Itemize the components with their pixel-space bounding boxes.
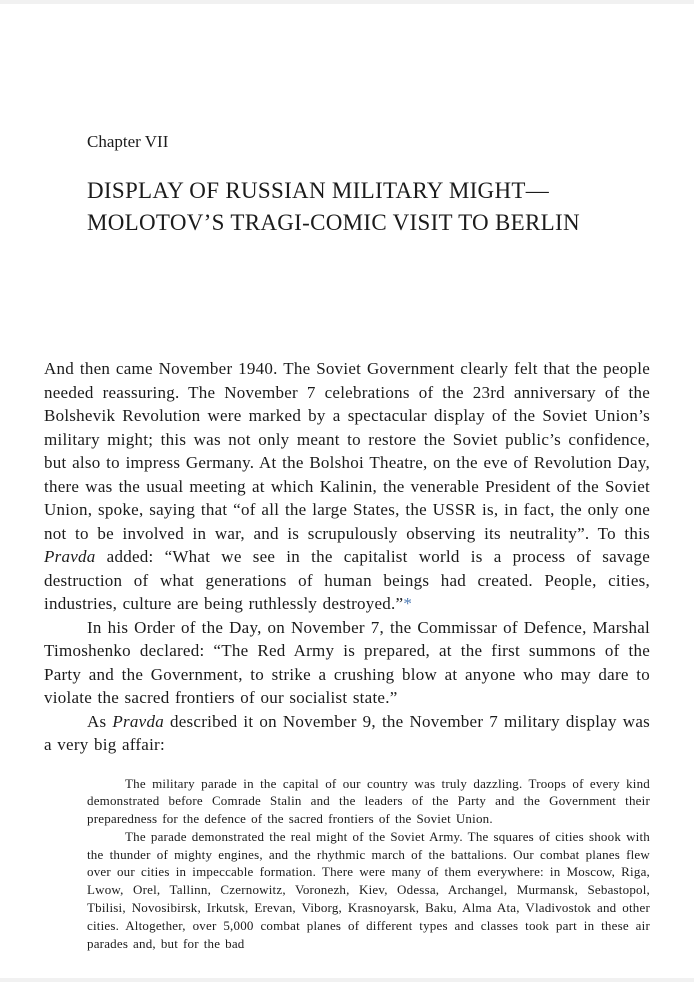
page-edge-top xyxy=(0,0,694,4)
italic-text-run: Pravda xyxy=(44,547,96,566)
chapter-header xyxy=(0,131,694,238)
text-run: The parade demonstrated the real might of the Soviet Army. The squares of cities shook with the thunder of mighty engines, and the rhythmic march of the battalions. Our combat planes flew over our cities in impeccable formation. There were many of them everywhere: in Moscow, Riga, Lwow, Orel, Tallinn, Czernowitz, Voronezh, Kiev, Odessa, Archangel, Murmansk, Sebastopol, Tbilisi, Novosibirsk, Irkutsk, Erevan, Viborg, Krasnoyarsk, Baku, Alma Ata, Vladivostok and other cities. Altogether, over 5,000 combat planes of different types and classes took part in these air parades and, but for the bad xyxy=(87,828,650,951)
paragraph-3 xyxy=(44,710,650,757)
block-quote xyxy=(87,775,650,953)
text-run: The military parade in the capital of our country was truly dazzling. Troops of every kind demonstrated before Comrade Stalin and the leaders of the Party and the Government their preparedness for the defence of the sacred frontiers of the Soviet Union. xyxy=(87,775,650,827)
text-run: added: “What we see in the capitalist world is a process of savage destruction of what generations of human beings had created. People, cities, industries, culture are being ruthlessly destroyed.” xyxy=(44,547,650,613)
quote-paragraph-2 xyxy=(87,828,650,953)
footnote-asterisk-link[interactable]: * xyxy=(403,594,413,613)
text-run: In his Order of the Day, on November 7, the Commissar of Defence, Marshal Timoshenko declared: “The Red Army is prepared, at the first summons of the Party and the Government, to strike a crushing blow at anyone who may dare to violate the sacred frontiers of our socialist state.” xyxy=(44,617,650,707)
text-run: As xyxy=(87,711,113,731)
quote-paragraph-1 xyxy=(87,775,650,828)
text-run: described it on November 9, the November 7 military display was a very big affair: xyxy=(44,711,650,754)
body-text xyxy=(44,357,650,952)
chapter-title-line-1: DISPLAY OF RUSSIAN MILITARY MIGHT— xyxy=(87,178,550,203)
paragraph-1 xyxy=(44,357,650,616)
chapter-label: Chapter VII xyxy=(87,132,169,151)
text-run: And then came November 1940. The Soviet Government clearly felt that the people needed reassuring. The November 7 celebrations of the 23rd anniversary of the Bolshevik Revolution were marked by a spectacular display of the Soviet Union’s military might; this was not only meant to restore the Soviet public’s confidence, but also to impress Germany. At the Bolshoi Theatre, on the eve of Revolution Day, there was the usual meeting at which Kalinin, the venerable President of the Soviet Union, spoke, saying that “of all the large States, the USSR is, in fact, the only one not to be involved in war, and is scrupulously observing its neutrality”. To this xyxy=(44,359,650,543)
italic-text-run: Pravda xyxy=(112,711,164,731)
paragraph-2 xyxy=(44,616,650,710)
chapter-title-line-2: MOLOTOV’S TRAGI-COMIC VISIT TO BERLIN xyxy=(87,209,580,235)
chapter-title xyxy=(87,175,650,238)
page-edge-bottom xyxy=(0,978,694,982)
